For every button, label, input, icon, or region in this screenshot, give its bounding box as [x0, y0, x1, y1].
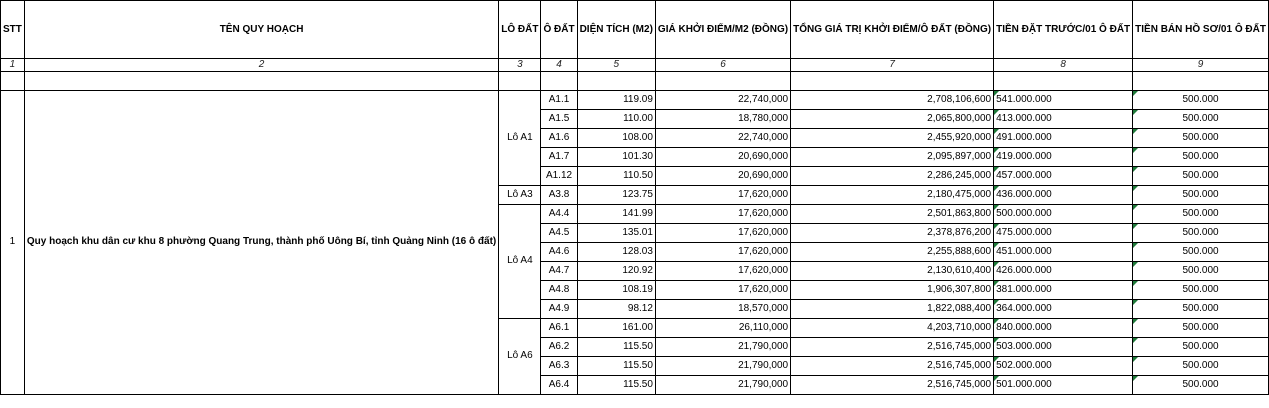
- parcel-cell[interactable]: A6.3: [541, 356, 577, 375]
- fee-cell[interactable]: 500.000: [1133, 356, 1269, 375]
- price-cell[interactable]: 17,620,000: [655, 242, 790, 261]
- fee-cell[interactable]: 500.000: [1133, 90, 1269, 109]
- fee-cell[interactable]: 500.000: [1133, 147, 1269, 166]
- lot-cell[interactable]: Lô A3: [499, 185, 541, 204]
- parcel-cell[interactable]: A1.5: [541, 109, 577, 128]
- parcel-cell[interactable]: A4.9: [541, 299, 577, 318]
- deposit-cell[interactable]: 502.000.000: [994, 356, 1133, 375]
- deposit-cell[interactable]: 541.000.000: [994, 90, 1133, 109]
- area-cell[interactable]: 161.00: [577, 318, 655, 337]
- deposit-cell[interactable]: 457.000.000: [994, 166, 1133, 185]
- fee-cell[interactable]: 500.000: [1133, 375, 1269, 394]
- blank-cell[interactable]: [577, 71, 655, 90]
- col-number[interactable]: 8: [994, 59, 1133, 72]
- price-cell[interactable]: 22,740,000: [655, 128, 790, 147]
- blank-cell[interactable]: [541, 71, 577, 90]
- area-cell[interactable]: 135.01: [577, 223, 655, 242]
- fee-cell[interactable]: 500.000: [1133, 318, 1269, 337]
- price-cell[interactable]: 18,780,000: [655, 109, 790, 128]
- col-number[interactable]: 4: [541, 59, 577, 72]
- area-cell[interactable]: 108.19: [577, 280, 655, 299]
- blank-row: [1, 71, 1269, 90]
- blank-cell[interactable]: [655, 71, 790, 90]
- price-cell[interactable]: 21,790,000: [655, 375, 790, 394]
- total-cell[interactable]: 2,180,475,000: [791, 185, 994, 204]
- deposit-cell[interactable]: 436.000.000: [994, 185, 1133, 204]
- area-cell[interactable]: 119.09: [577, 90, 655, 109]
- col-number[interactable]: 6: [655, 59, 790, 72]
- fee-cell[interactable]: 500.000: [1133, 337, 1269, 356]
- total-cell[interactable]: 2,501,863,800: [791, 204, 994, 223]
- fee-cell[interactable]: 500.000: [1133, 299, 1269, 318]
- deposit-cell[interactable]: 475.000.000: [994, 223, 1133, 242]
- area-cell[interactable]: 110.50: [577, 166, 655, 185]
- parcel-cell[interactable]: A6.2: [541, 337, 577, 356]
- deposit-cell[interactable]: 840.000.000: [994, 318, 1133, 337]
- blank-cell[interactable]: [791, 71, 994, 90]
- area-cell[interactable]: 98.12: [577, 299, 655, 318]
- header-total-value[interactable]: TỔNG GIÁ TRỊ KHỞI ĐIỂM/Ô ĐẤT (ĐỒNG): [791, 1, 994, 59]
- fee-cell[interactable]: 500.000: [1133, 185, 1269, 204]
- price-cell[interactable]: 17,620,000: [655, 223, 790, 242]
- col-number[interactable]: 5: [577, 59, 655, 72]
- parcel-cell[interactable]: A1.7: [541, 147, 577, 166]
- fee-cell[interactable]: 500.000: [1133, 128, 1269, 147]
- blank-cell[interactable]: [24, 71, 498, 90]
- total-cell[interactable]: 1,822,088,400: [791, 299, 994, 318]
- price-cell[interactable]: 21,790,000: [655, 337, 790, 356]
- area-cell[interactable]: 115.50: [577, 356, 655, 375]
- parcel-cell[interactable]: A4.8: [541, 280, 577, 299]
- area-cell[interactable]: 141.99: [577, 204, 655, 223]
- price-cell[interactable]: 17,620,000: [655, 204, 790, 223]
- parcel-cell[interactable]: A6.1: [541, 318, 577, 337]
- total-cell[interactable]: 2,255,888,600: [791, 242, 994, 261]
- price-cell[interactable]: 17,620,000: [655, 261, 790, 280]
- parcel-cell[interactable]: A1.1: [541, 90, 577, 109]
- fee-cell[interactable]: 500.000: [1133, 166, 1269, 185]
- col-number[interactable]: 1: [1, 59, 25, 72]
- fee-cell[interactable]: 500.000: [1133, 242, 1269, 261]
- fee-cell[interactable]: 500.000: [1133, 261, 1269, 280]
- total-cell[interactable]: 2,455,920,000: [791, 128, 994, 147]
- area-cell[interactable]: 123.75: [577, 185, 655, 204]
- fee-cell[interactable]: 500.000: [1133, 109, 1269, 128]
- header-dossier-fee[interactable]: TIỀN BÁN HỒ SƠ/01 Ô ĐẤT: [1133, 1, 1269, 59]
- parcel-cell[interactable]: A6.4: [541, 375, 577, 394]
- blank-cell[interactable]: [1133, 71, 1269, 90]
- lot-cell[interactable]: Lô A6: [499, 318, 541, 394]
- blank-cell[interactable]: [1, 71, 25, 90]
- col-number[interactable]: 2: [24, 59, 498, 72]
- deposit-cell[interactable]: 413.000.000: [994, 109, 1133, 128]
- total-cell[interactable]: 2,378,876,200: [791, 223, 994, 242]
- deposit-cell[interactable]: 500.000.000: [994, 204, 1133, 223]
- deposit-cell[interactable]: 503.000.000: [994, 337, 1133, 356]
- total-cell[interactable]: 2,095,897,000: [791, 147, 994, 166]
- header-row: [1, 1, 1269, 59]
- header-lot[interactable]: LÔ ĐẤT: [499, 1, 541, 59]
- total-cell[interactable]: 2,516,745,000: [791, 337, 994, 356]
- lot-cell[interactable]: Lô A4: [499, 204, 541, 318]
- total-cell[interactable]: 2,065,800,000: [791, 109, 994, 128]
- price-cell[interactable]: 17,620,000: [655, 185, 790, 204]
- col-number[interactable]: 7: [791, 59, 994, 72]
- deposit-cell[interactable]: 451.000.000: [994, 242, 1133, 261]
- area-cell[interactable]: 110.00: [577, 109, 655, 128]
- blank-cell[interactable]: [994, 71, 1133, 90]
- stt-cell[interactable]: 1: [1, 90, 25, 394]
- total-cell[interactable]: 2,130,610,400: [791, 261, 994, 280]
- header-parcel[interactable]: Ô ĐẤT: [541, 1, 577, 59]
- parcel-cell[interactable]: A3.8: [541, 185, 577, 204]
- area-cell[interactable]: 101.30: [577, 147, 655, 166]
- col-number[interactable]: 3: [499, 59, 541, 72]
- parcel-cell[interactable]: A4.7: [541, 261, 577, 280]
- price-cell[interactable]: 20,690,000: [655, 147, 790, 166]
- fee-cell[interactable]: 500.000: [1133, 204, 1269, 223]
- fee-cell[interactable]: 500.000: [1133, 223, 1269, 242]
- price-cell[interactable]: 21,790,000: [655, 356, 790, 375]
- parcel-cell[interactable]: A4.5: [541, 223, 577, 242]
- deposit-cell[interactable]: 501.000.000: [994, 375, 1133, 394]
- price-cell[interactable]: 20,690,000: [655, 166, 790, 185]
- parcel-cell[interactable]: A4.4: [541, 204, 577, 223]
- parcel-cell[interactable]: A1.6: [541, 128, 577, 147]
- plan-name-cell[interactable]: Quy hoạch khu dân cư khu 8 phường Quang Trung, thành phố Uông Bí, tỉnh Quảng Ninh (16 ô đất): [24, 90, 498, 394]
- deposit-cell[interactable]: 426.000.000: [994, 261, 1133, 280]
- column-number-row: [1, 59, 1269, 72]
- table-row: [1, 90, 1269, 109]
- total-cell[interactable]: 2,516,745,000: [791, 356, 994, 375]
- deposit-cell[interactable]: 419.000.000: [994, 147, 1133, 166]
- header-starting-price[interactable]: GIÁ KHỞI ĐIỂM/M2 (ĐỒNG): [655, 1, 790, 59]
- area-cell[interactable]: 115.50: [577, 337, 655, 356]
- header-stt[interactable]: STT: [1, 1, 25, 59]
- price-cell[interactable]: 22,740,000: [655, 90, 790, 109]
- header-deposit[interactable]: TIỀN ĐẶT TRƯỚC/01 Ô ĐẤT: [994, 1, 1133, 59]
- total-cell[interactable]: 2,516,745,000: [791, 375, 994, 394]
- header-plan-name[interactable]: TÊN QUY HOẠCH: [24, 1, 498, 59]
- blank-cell[interactable]: [499, 71, 541, 90]
- fee-cell[interactable]: 500.000: [1133, 280, 1269, 299]
- total-cell[interactable]: 2,708,106,600: [791, 90, 994, 109]
- deposit-cell[interactable]: 381.000.000: [994, 280, 1133, 299]
- header-area[interactable]: DIỆN TÍCH (M2): [577, 1, 655, 59]
- parcel-cell[interactable]: A1.12: [541, 166, 577, 185]
- area-cell[interactable]: 115.50: [577, 375, 655, 394]
- area-cell[interactable]: 128.03: [577, 242, 655, 261]
- lot-cell[interactable]: Lô A1: [499, 90, 541, 185]
- area-cell[interactable]: 108.00: [577, 128, 655, 147]
- area-cell[interactable]: 120.92: [577, 261, 655, 280]
- parcel-cell[interactable]: A4.6: [541, 242, 577, 261]
- price-cell[interactable]: 26,110,000: [655, 318, 790, 337]
- total-cell[interactable]: 2,286,245,000: [791, 166, 994, 185]
- deposit-cell[interactable]: 491.000.000: [994, 128, 1133, 147]
- total-cell[interactable]: 4,203,710,000: [791, 318, 994, 337]
- price-cell[interactable]: 17,620,000: [655, 280, 790, 299]
- deposit-cell[interactable]: 364.000.000: [994, 299, 1133, 318]
- col-number[interactable]: 9: [1133, 59, 1269, 72]
- total-cell[interactable]: 1,906,307,800: [791, 280, 994, 299]
- price-cell[interactable]: 18,570,000: [655, 299, 790, 318]
